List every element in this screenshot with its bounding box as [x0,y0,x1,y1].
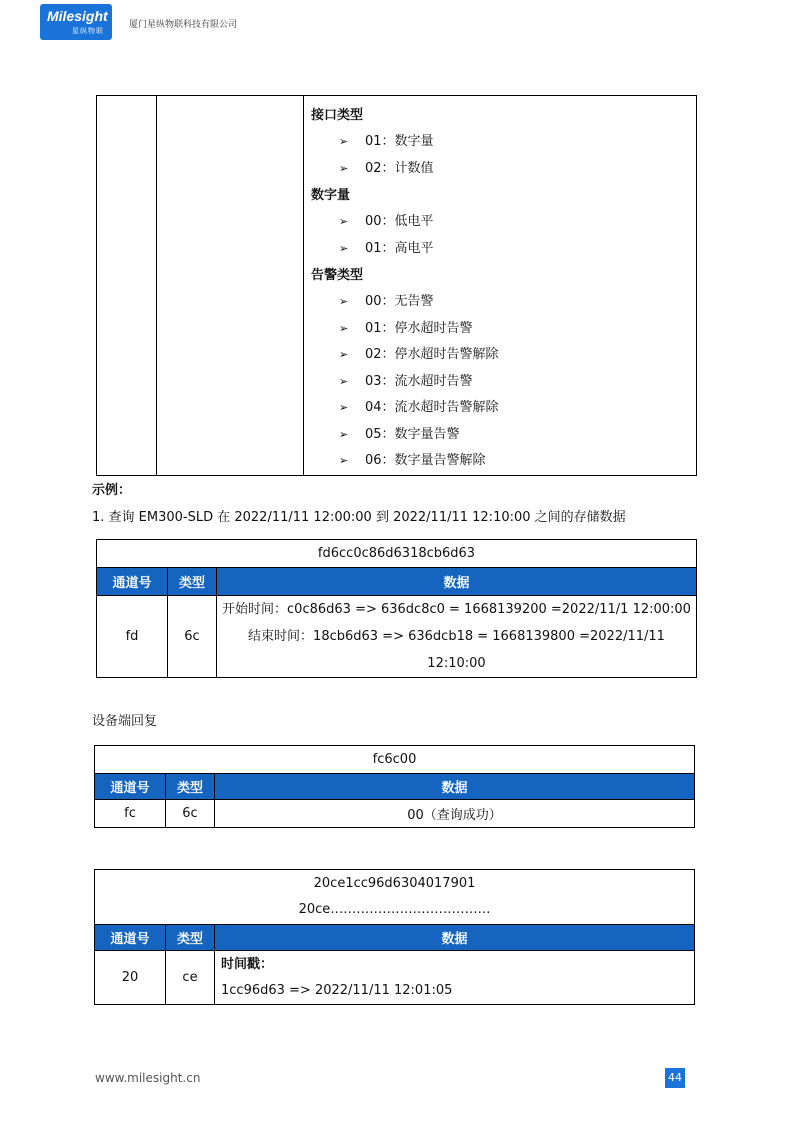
page-number: 44 [665,1068,685,1088]
list-item: ➢ 02：计数值 [311,156,690,183]
arrow-bullet-icon: ➢ [339,215,349,228]
packet-hex: fd6cc0c86d6318cb6d63 [97,540,697,568]
description-cell [304,96,697,476]
col-header-type: 类型 [166,925,215,951]
arrow-bullet-icon: ➢ [339,427,349,441]
list-item: ➢ 06：数字量告警解除 [311,448,690,475]
list-item: ➢ 05：数字量告警 [311,422,690,449]
col-header-channel: 通道号 [95,774,166,800]
data-value [215,951,695,1005]
col-header-data: 数据 [215,774,695,800]
arrow-bullet-icon: ➢ [339,401,349,414]
list-item: ➢ 02：停水超时告警解除 [311,342,690,369]
field-description-table [96,95,697,476]
packet-hex [95,870,695,925]
empty-cell [157,96,304,476]
company-name: 厦门星纵物联科技有限公司 [129,20,238,30]
alarm-heading: 告警类型 [311,268,364,283]
list-item: ➢ 03：流水超时告警 [311,369,690,396]
example-label: 示例： [92,483,132,498]
reply-table [94,745,695,828]
interface-heading: 接口类型 [311,108,364,123]
arrow-bullet-icon: ➢ [339,161,349,175]
col-header-data: 数据 [215,925,695,951]
arrow-bullet-icon: ➢ [339,348,349,361]
digital-heading: 数字量 [311,188,351,203]
col-header-channel: 通道号 [97,568,168,596]
arrow-bullet-icon: ➢ [339,135,349,148]
end-time-line: 结束时间：18cb6d63 => 636dcb18 = 1668139800 =2022/11/11 [248,629,665,644]
end-time-line-cont: 12:10:00 [427,656,486,671]
arrow-bullet-icon: ➢ [339,241,349,255]
list-item: ➢ 04：流水超时告警解除 [311,395,690,422]
data-value [217,596,697,678]
empty-cell [97,96,157,476]
data-value: 00（查询成功） [215,800,695,828]
logo-name: Milesight [47,8,108,24]
history-table [94,869,695,1005]
col-header-data: 数据 [217,568,697,596]
packet-line-1: 20ce1cc96d6304017901 [313,876,476,891]
example-step: 1. 查询 EM300-SLD 在 2022/11/11 12:00:00 到 2022/11/11 12:10:00 之间的存储数据 [92,510,626,525]
arrow-bullet-icon: ➢ [339,321,349,335]
type-value: 6c [168,596,217,678]
milesight-logo [40,4,112,40]
reply-label: 设备端回复 [92,714,158,729]
channel-value: fc [95,800,166,828]
list-item: ➢ 00：无告警 [311,289,690,316]
footer-url: www.milesight.cn [95,1071,201,1085]
channel-value: 20 [95,951,166,1005]
arrow-bullet-icon: ➢ [339,454,349,467]
query-table [96,539,697,678]
arrow-bullet-icon: ➢ [339,295,349,308]
list-item: ➢ 01：高电平 [311,236,690,263]
type-value: ce [166,951,215,1005]
list-item: ➢ 00：低电平 [311,209,690,236]
col-header-type: 类型 [166,774,215,800]
list-item: ➢ 01：停水超时告警 [311,316,690,343]
col-header-type: 类型 [168,568,217,596]
timestamp-value: 1cc96d63 => 2022/11/11 12:01:05 [221,982,453,998]
packet-hex: fc6c00 [95,746,695,774]
type-value: 6c [166,800,215,828]
col-header-channel: 通道号 [95,925,166,951]
channel-value: fd [97,596,168,678]
start-time-line: 开始时间：c0c86d63 => 636dc8c0 = 1668139200 =2022/11/1 12:00:00 [222,602,691,617]
arrow-bullet-icon: ➢ [339,374,349,388]
logo-sub: 星纵物联 [72,27,104,35]
timestamp-label: 时间戳： [221,956,274,972]
list-item: ➢ 01：数字量 [311,129,690,156]
packet-line-2: 20ce………………………………. [298,902,491,917]
